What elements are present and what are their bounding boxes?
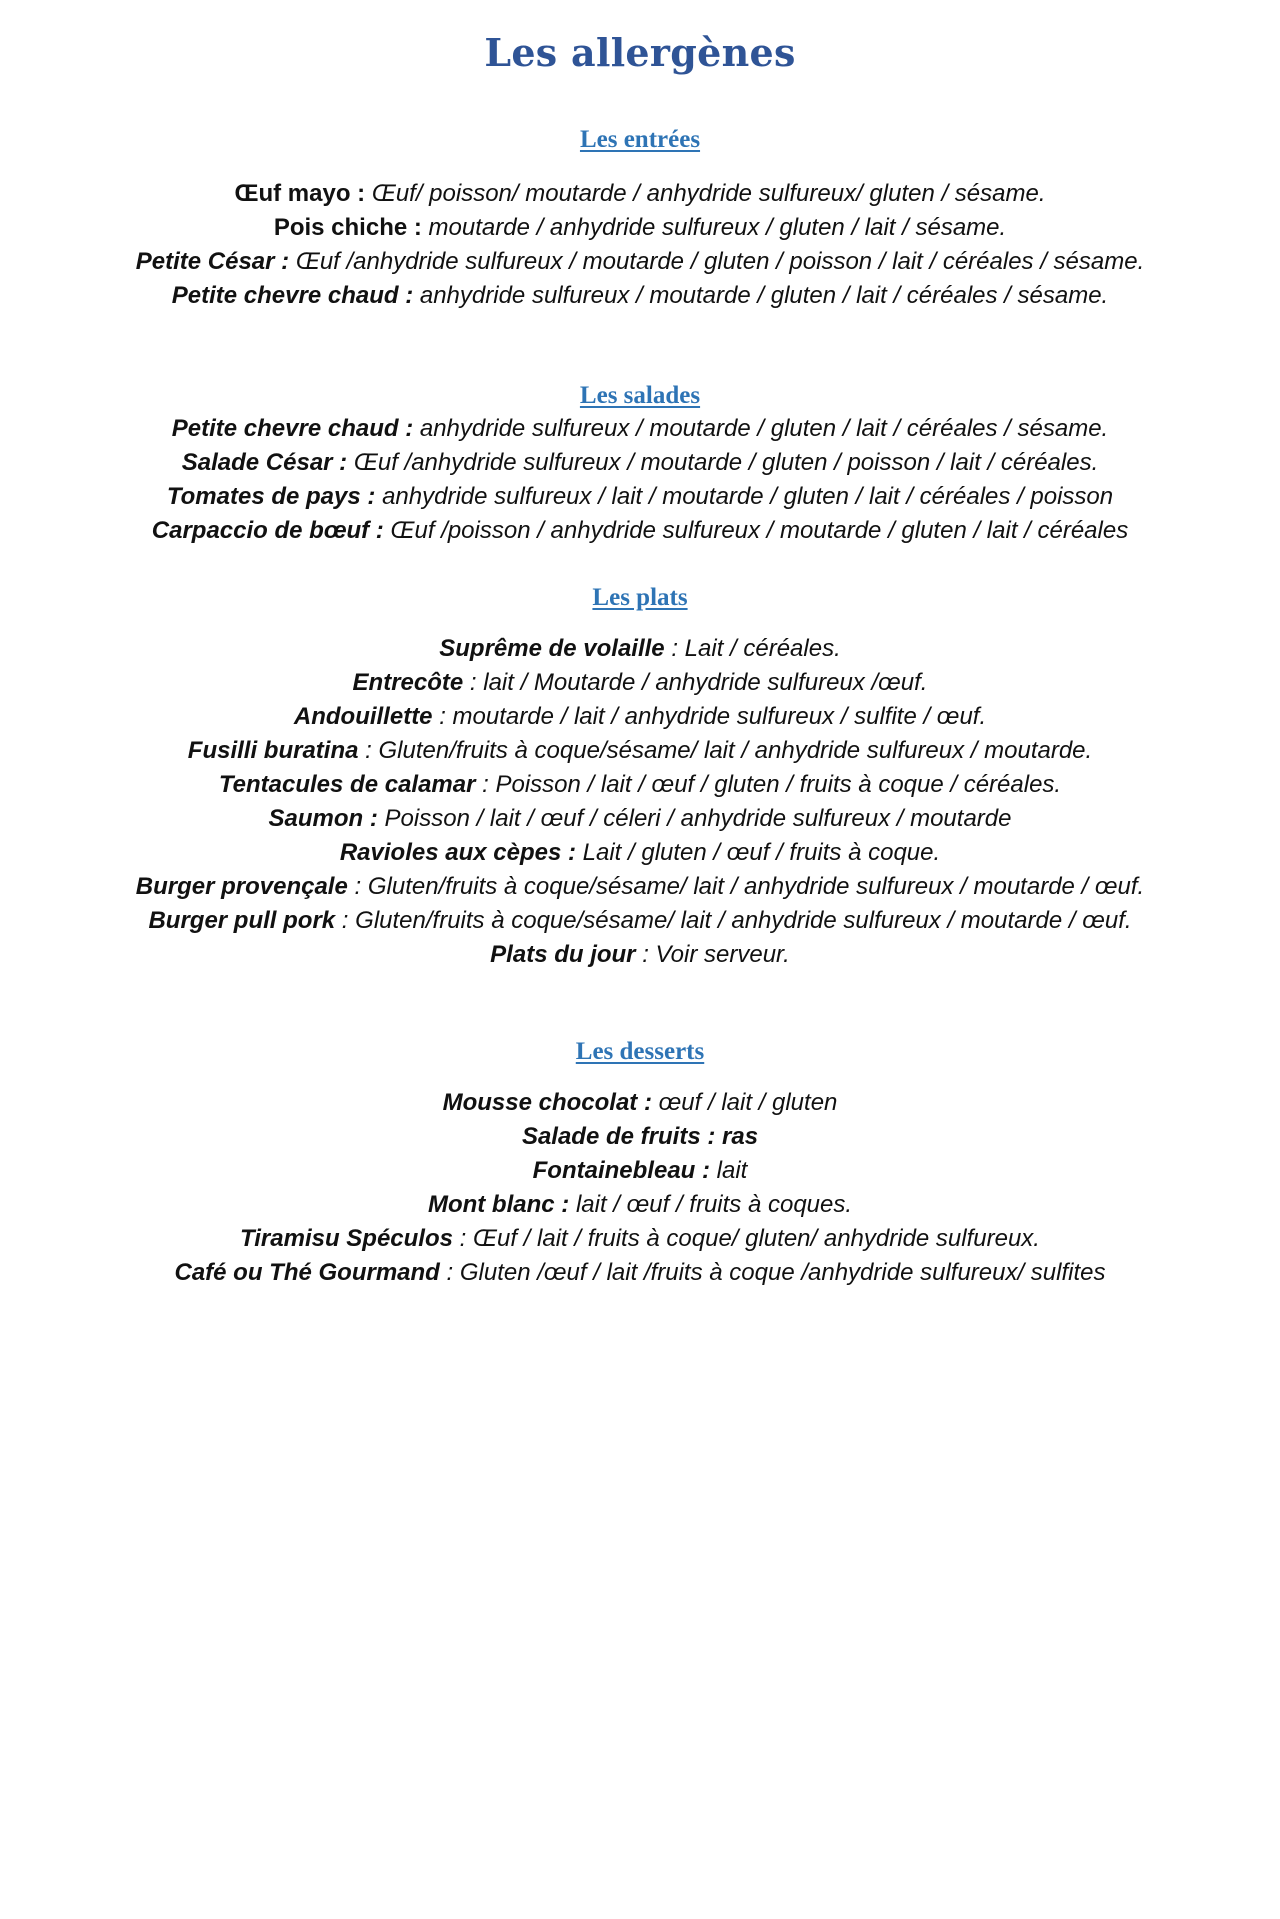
- dish-name: Burger provençale: [135, 873, 348, 900]
- dish-name: Petite César: [135, 248, 275, 275]
- dish-name: Ravioles aux cèpes: [339, 839, 562, 866]
- allergen-list: anhydride sulfureux / moutarde / gluten / lait / céréales / sésame.: [419, 415, 1109, 442]
- separator: :: [695, 1157, 717, 1184]
- separator: :: [347, 873, 368, 900]
- separator: :: [363, 805, 385, 832]
- dish-name: Œuf mayo: [234, 180, 351, 207]
- dish-name: Tomates de pays: [166, 483, 361, 510]
- allergen-list: Gluten/fruits à coque/sésame/ lait / anhydride sulfureux / moutarde.: [378, 737, 1093, 764]
- separator: :: [369, 517, 391, 544]
- separator: :: [398, 282, 420, 309]
- dish-name: Salade de fruits: [521, 1123, 701, 1150]
- dish-name: Tiramisu Spéculos: [240, 1225, 453, 1252]
- plats-list: [0, 632, 1280, 972]
- list-item: [0, 632, 1280, 666]
- salades-list: [0, 412, 1280, 548]
- separator: :: [335, 907, 356, 934]
- list-item: [0, 177, 1280, 211]
- allergen-list: Œuf /anhydride sulfureux / moutarde / gluten / poisson / lait / céréales / sésame.: [295, 248, 1145, 275]
- list-item: [0, 1188, 1280, 1222]
- list-item: [0, 938, 1280, 972]
- separator: :: [475, 771, 496, 798]
- dish-name: Burger pull pork: [148, 907, 336, 934]
- dish-name: Salade César: [181, 449, 333, 476]
- allergen-list: Lait / gluten / œuf / fruits à coque.: [582, 839, 941, 866]
- allergen-list: Gluten/fruits à coque/sésame/ lait / anhydride sulfureux / moutarde / œuf.: [355, 907, 1132, 934]
- separator: :: [635, 941, 656, 968]
- separator: :: [554, 1191, 576, 1218]
- separator: :: [637, 1089, 659, 1116]
- allergen-list: Poisson / lait / œuf / gluten / fruits à coque / céréales.: [495, 771, 1062, 798]
- separator: :: [432, 703, 453, 730]
- dish-name: Fontainebleau: [532, 1157, 696, 1184]
- list-item: [0, 870, 1280, 904]
- list-item: [0, 1256, 1280, 1290]
- allergen-list: Voir serveur.: [655, 941, 790, 968]
- list-item: [0, 1086, 1280, 1120]
- allergen-list: Œuf /anhydride sulfureux / moutarde / gluten / poisson / lait / céréales.: [353, 449, 1099, 476]
- dish-name: Fusilli buratina: [187, 737, 359, 764]
- allergen-list: Œuf / lait / fruits à coque/ gluten/ anhydride sulfureux.: [473, 1225, 1040, 1252]
- list-item: [0, 412, 1280, 446]
- list-item: [0, 211, 1280, 245]
- section-heading-entrees: Les entrées: [579, 126, 701, 153]
- allergen-list: ras: [722, 1123, 759, 1150]
- list-item: [0, 1222, 1280, 1256]
- page-title: Les allergènes: [484, 30, 796, 75]
- allergen-list: anhydride sulfureux / lait / moutarde / gluten / lait / céréales / poisson: [382, 483, 1114, 510]
- separator: :: [463, 669, 484, 696]
- list-item: [0, 700, 1280, 734]
- list-item: [0, 666, 1280, 700]
- dish-name: Entrecôte: [352, 669, 464, 696]
- list-item: [0, 1154, 1280, 1188]
- allergen-list: lait: [716, 1157, 748, 1184]
- separator: :: [358, 737, 379, 764]
- separator: :: [398, 415, 420, 442]
- list-item: [0, 1120, 1280, 1154]
- dish-name: Mousse chocolat: [442, 1089, 638, 1116]
- dish-name: Mont blanc: [427, 1191, 555, 1218]
- list-item: [0, 480, 1280, 514]
- entrees-list: [0, 177, 1280, 313]
- dish-name: Pois chiche: [273, 214, 408, 241]
- dish-name: Carpaccio de bœuf: [151, 517, 370, 544]
- list-item: [0, 836, 1280, 870]
- allergen-list: lait / Moutarde / anhydride sulfureux /œuf.: [483, 669, 928, 696]
- separator: :: [360, 483, 383, 510]
- list-item: [0, 514, 1280, 548]
- dish-name: Plats du jour: [490, 941, 636, 968]
- dish-name: Tentacules de calamar: [218, 771, 476, 798]
- list-item: [0, 245, 1280, 279]
- separator: :: [561, 839, 583, 866]
- dish-name: Andouillette: [293, 703, 433, 730]
- separator: :: [439, 1259, 460, 1286]
- list-item: [0, 904, 1280, 938]
- list-item: [0, 802, 1280, 836]
- dish-name: Petite chevre chaud: [171, 415, 399, 442]
- allergen-list: lait / œuf / fruits à coques.: [575, 1191, 853, 1218]
- allergen-list: Œuf/ poisson/ moutarde / anhydride sulfureux/ gluten / sésame.: [371, 180, 1046, 207]
- section-heading-salades: Les salades: [579, 382, 701, 409]
- separator: :: [274, 248, 296, 275]
- allergen-list: Gluten /œuf / lait /fruits à coque /anhydride sulfureux/ sulfites: [459, 1259, 1106, 1286]
- dish-name: Café ou Thé Gourmand: [174, 1259, 440, 1286]
- allergen-list: Gluten/fruits à coque/sésame/ lait / anhydride sulfureux / moutarde / œuf.: [367, 873, 1145, 900]
- allergen-list: anhydride sulfureux / moutarde / gluten / lait / céréales / sésame.: [419, 282, 1109, 309]
- separator: :: [332, 449, 354, 476]
- list-item: [0, 446, 1280, 480]
- separator: :: [700, 1123, 722, 1150]
- separator: :: [407, 214, 429, 241]
- separator: :: [350, 180, 372, 207]
- section-heading-desserts: Les desserts: [575, 1038, 705, 1065]
- list-item: [0, 279, 1280, 313]
- separator: :: [664, 635, 685, 662]
- allergen-list: moutarde / lait / anhydride sulfureux / sulfite / œuf.: [452, 703, 987, 730]
- dish-name: Suprême de volaille: [439, 635, 665, 662]
- allergen-list: Lait / céréales.: [684, 635, 841, 662]
- list-item: [0, 768, 1280, 802]
- section-heading-plats: Les plats: [592, 584, 688, 611]
- allergen-list: Poisson / lait / œuf / céleri / anhydride sulfureux / moutarde: [384, 805, 1012, 832]
- allergen-list: Œuf /poisson / anhydride sulfureux / moutarde / gluten / lait / céréales: [390, 517, 1129, 544]
- desserts-list: [0, 1086, 1280, 1290]
- list-item: [0, 734, 1280, 768]
- separator: :: [452, 1225, 473, 1252]
- dish-name: Petite chevre chaud: [171, 282, 399, 309]
- allergen-list: œuf / lait / gluten: [658, 1089, 838, 1116]
- allergen-list: moutarde / anhydride sulfureux / gluten / lait / sésame.: [428, 214, 1007, 241]
- dish-name: Saumon: [268, 805, 364, 832]
